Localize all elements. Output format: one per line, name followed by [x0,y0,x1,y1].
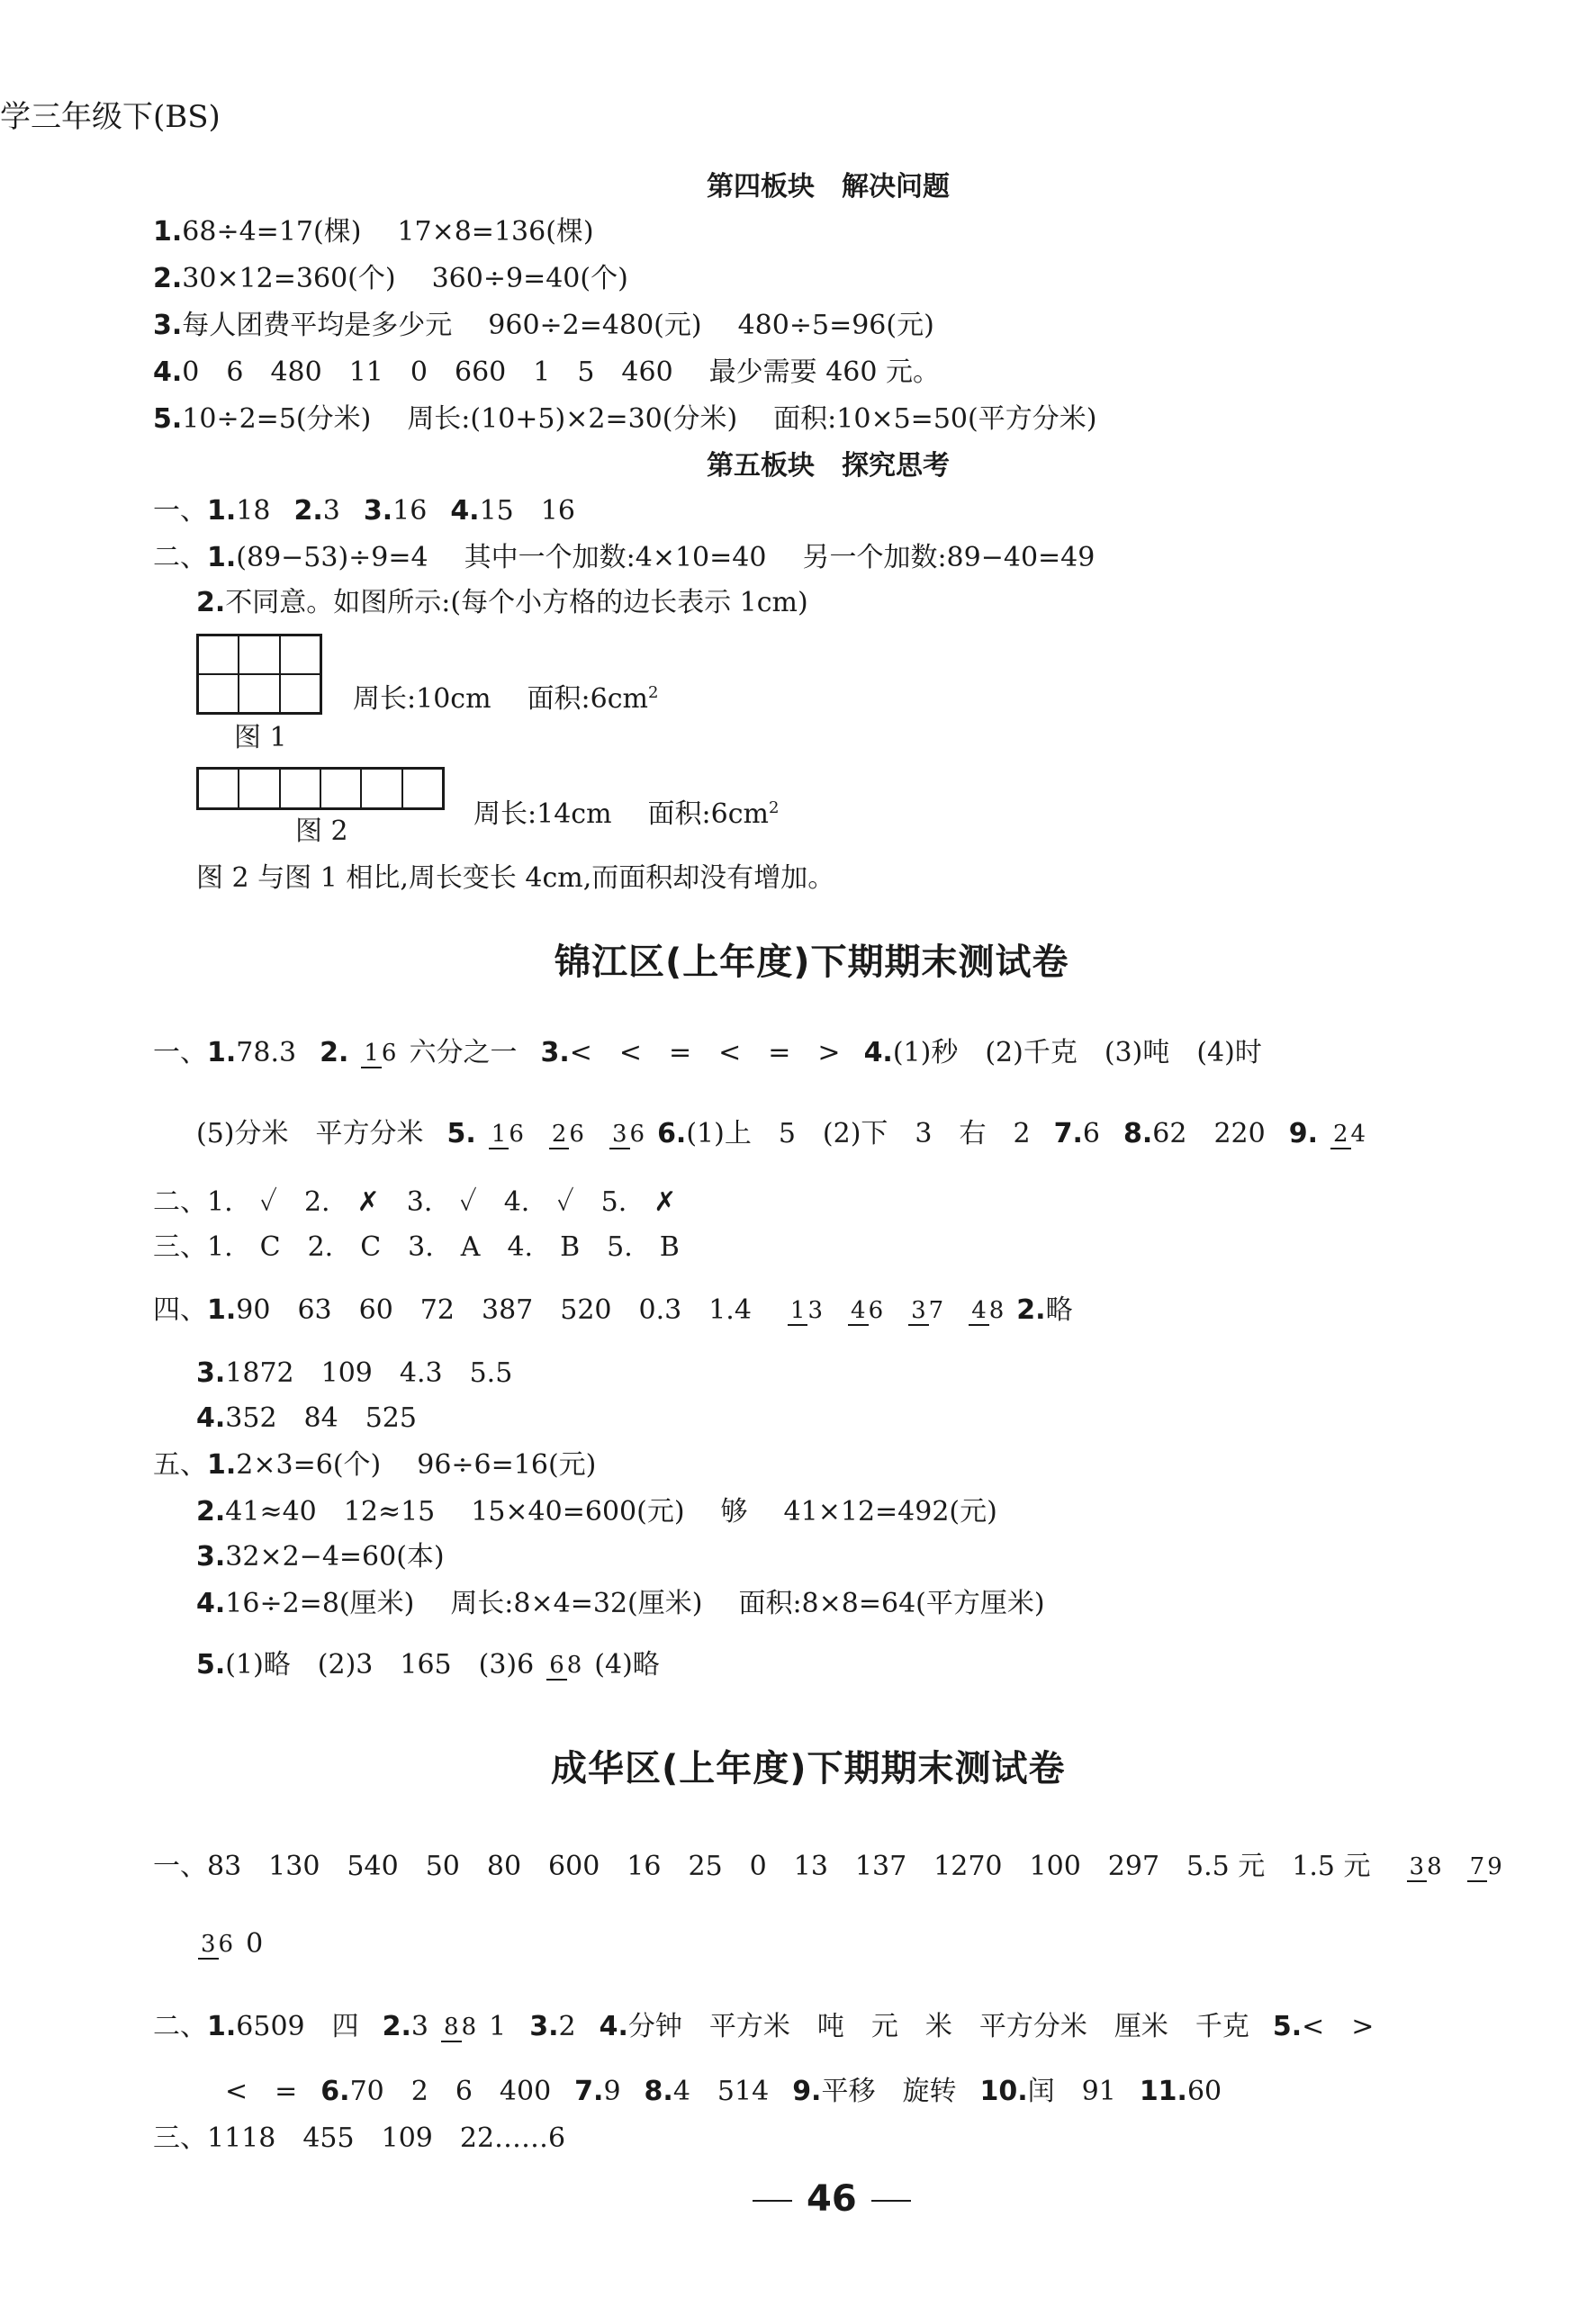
s4-line-3: 3.每人团费平均是多少元 960÷2=480(元) 480÷5=96(元) [153,310,934,341]
exam-title-chenghua: 成华区(上年度)下期期末测试卷 [551,1748,1066,1789]
jj-row-11: 4.16÷2=8(厘米) 周长:8×4=32(厘米) 面积:8×8=64(平方厘米) [196,1588,1045,1619]
s5-conclusion: 图 2 与图 1 相比,周长变长 4cm,而面积却没有增加。 [196,862,835,894]
fraction: 2 6 [549,1121,584,1149]
fraction: 3 7 [908,1297,943,1326]
jj-row-10: 3.32×2−4=60(本) [196,1541,445,1573]
exam-title-jinjiang: 锦江区(上年度)下期期末测试卷 [555,942,1069,983]
s5-line-3: 2.不同意。如图所示:(每个小方格的边长表示 1cm) [196,587,808,618]
ch-row-4: < = 6.70 2 6 400 7.9 8.4 514 9.平移 旋转 10.闰 91 11.60 [225,2076,1222,2107]
s4-line-5: 5.10÷2=5(分米) 周长:(10+5)×2=30(分米) 面积:10×5=50(平方分米) [153,403,1097,435]
fraction: 1 6 [361,1040,396,1068]
ch-row-1: 一、83 130 540 50 80 600 16 25 0 13 137 1270 100 297 5.5 元 1.5 元 3 8 7 9 [153,1851,1502,1882]
figure-1-grid [196,634,322,715]
ch-row-5: 三、1118 455 109 22……6 [153,2122,566,2154]
jj-row-2: (5)分米 平方分米 5. 1 6 2 6 3 6 6.(1)上 5 (2)下 3 右 2 7.6 8.62 220 9. 2 4 [196,1118,1366,1149]
page-number: 46 [738,2178,925,2220]
fig2-measures: 周长:14cm 面积$:6cm^2$ [473,798,780,830]
fraction: 3 6 [198,1931,233,1960]
ch-row-2: 3 6 0 [185,1926,263,1962]
jj-row-7: 4.352 84 525 [196,1402,417,1434]
fraction: 6 8 [546,1652,582,1681]
fraction: 4 8 [969,1297,1004,1326]
s4-line-4: 4.0 6 480 11 0 660 1 5 460 最少需要 460 元。 [153,356,941,388]
jj-row-12: 5.(1)略 (2)3 165 (3)6 6 8 (4)略 [196,1649,660,1681]
running-header: 学三年级下(BS) [0,99,221,135]
jj-row-8: 五、1.2×3=6(个) 96÷6=16(元) [153,1449,597,1481]
fraction: 7 9 [1467,1853,1502,1882]
section-title-4: 第四板块 解决问题 [707,171,950,203]
figure-2-grid [196,767,445,810]
s4-line-2: 2.30×12=360(个) 360÷9=40(个) [153,263,628,294]
jj-row-3: 二、1. ✓ 2. ✗ 3. ✓ 4. ✓ 5. ✗ [153,1186,677,1218]
fig1-measures: 周长:10cm 面积$:6cm^2$ [353,683,659,715]
fraction: 1 6 [489,1121,524,1149]
fraction: 4 6 [848,1297,883,1326]
section-title-5: 第五板块 探究思考 [707,450,950,482]
s5-line-2: 二、1.(89−53)÷9=4 其中一个加数:4×10=40 另一个加数:89−40=49 [153,542,1096,573]
jj-row-1: 一、1.78.3 2. 1 6 六分之一 3.< < = < = > 4.(1)秒 (2)千克 (3)吨 (4)时 [153,1037,1262,1068]
fig1-caption: 图 1 [234,722,287,753]
fig2-caption: 图 2 [295,816,348,847]
s5-line-1: 一、1.18 2.3 3.16 4.15 16 [153,495,575,527]
fraction: 3 8 [1407,1853,1442,1882]
jj-row-9: 2.41≈40 12≈15 15×40=600(元) 够 41×12=492(元) [196,1496,997,1527]
jj-row-5: 四、1.90 63 60 72 387 520 0.3 1.4 1 3 4 6 3 7 4 8 2.略 [153,1294,1073,1326]
jj-row-4: 三、1. C 2. C 3. A 4. B 5. B [153,1231,680,1263]
fraction: 8 8 [441,2014,476,2042]
s4-line-1: 1.68÷4=17(棵) 17×8=136(棵) [153,216,594,248]
ch-row-3: 二、1.6509 四 2.3 8 8 1 3.2 4.分钟 平方米 吨 元 米 平方分米 厘米 千克 5.< > [153,2011,1375,2042]
fraction: 2 4 [1330,1121,1366,1149]
fraction: 3 6 [609,1121,645,1149]
jj-row-6: 3.1872 109 4.3 5.5 [196,1357,513,1389]
fraction: 1 3 [788,1297,823,1326]
